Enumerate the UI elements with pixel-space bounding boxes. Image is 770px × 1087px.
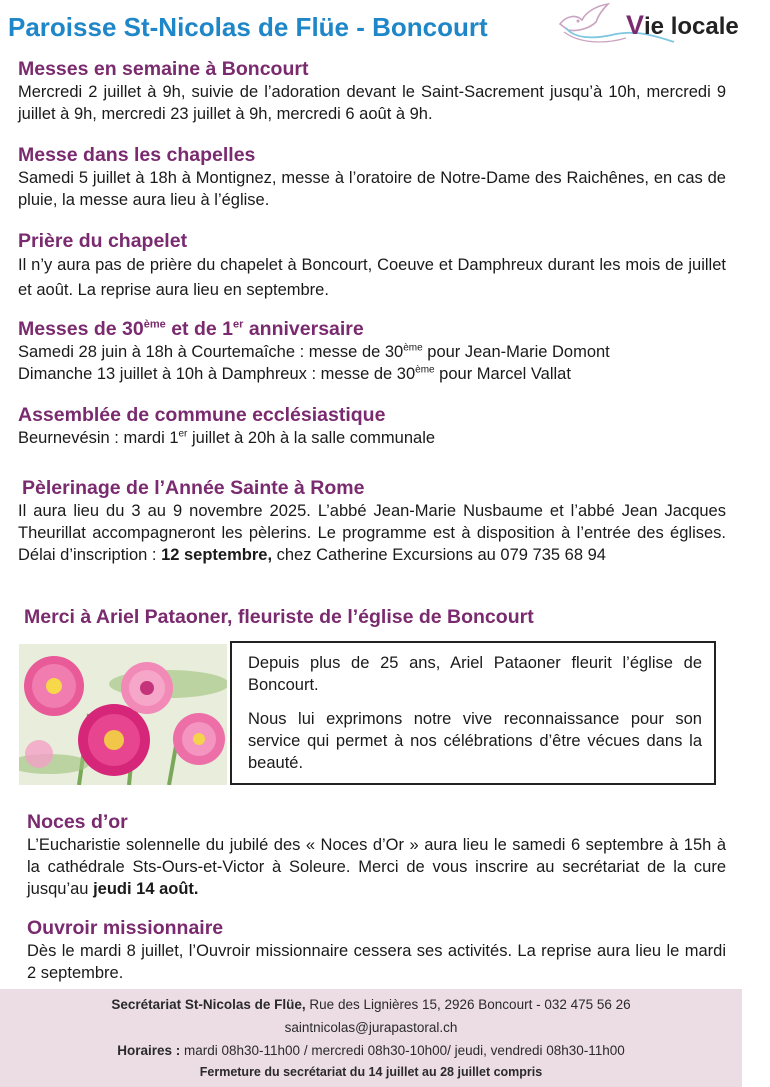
section-title: Messes en semaine à Boncourt: [18, 58, 309, 80]
section-body: Samedi 5 juillet à 18h à Montignez, messe à l’oratoire de Notre-Dame des Raichênes, en cas de pluie, la messe aura lieu à l’église.: [18, 169, 726, 209]
section-body: Mercredi 2 juillet à 9h, suivie de l’adoration devant le Saint-Sacrement jusqu’à 10h, mercredi 9 juillet à 9h, mercredi 23 juillet à 9h, mercredi 6 août à 9h.: [18, 83, 726, 123]
section-chapelet: [18, 229, 726, 303]
section-pelerinage-body: [18, 500, 726, 566]
section-title: Assemblée de commune ecclésiastique: [18, 404, 386, 426]
merci-paragraph: Nous lui exprimons notre vive reconnaissance pour son service qui permet à nos célébrations d’être vécues dans la beauté.: [248, 710, 702, 772]
section-title: Messes de 30ème et de 1er anniversaire: [18, 318, 364, 340]
section-body: Il aura lieu du 3 au 9 novembre 2025. L’abbé Jean-Marie Nusbaume et l’abbé Jean Jacques Theurillat accompagneront les pèlerins. Le programme est à disposition à l’entrée des églises. Délai d’inscription : 12 septembre, chez Catherine Excursions au 079 735 68 94: [18, 502, 726, 564]
section-body: Dès le mardi 8 juillet, l’Ouvroir missionnaire cessera ses activités. La reprise aura lieu le mardi 2 septembre.: [27, 942, 726, 982]
footer-horaires: Horaires : mardi 08h30-11h00 / mercredi 08h30-10h00/ jeudi, vendredi 08h30-11h00: [117, 1043, 625, 1058]
section-title: Prière du chapelet: [18, 230, 188, 252]
footer: [0, 989, 742, 1087]
footer-fermeture: Fermeture du secrétariat du 14 juillet au 28 juillet compris: [199, 1065, 543, 1079]
section-pelerinage: [22, 476, 726, 500]
footer-secretariat: Secrétariat St-Nicolas de Flüe, Rue des Lignières 15, 2926 Boncourt - 032 475 56 26: [111, 997, 631, 1012]
section-title: Pèlerinage de l’Année Sainte à Rome: [22, 477, 365, 499]
section-body: Beurnevésin : mardi 1er juillet à 20h à la salle communale: [18, 428, 436, 447]
section-body: L’Eucharistie solennelle du jubilé des « Noces d’Or » aura lieu le samedi 6 septembre à 15h à la cathédrale Sts-Ours-et-Victor à Soleure. Merci de vous inscrire au secrétariat de la cure jusqu’au jeudi 14 août.: [27, 836, 726, 898]
anniversaire-line: Dimanche 13 juillet à 10h à Damphreux : messe de 30ème pour Marcel Vallat: [18, 364, 571, 383]
section-assemblee: [18, 403, 726, 449]
merci-text-box: [230, 641, 716, 785]
section-ouvroir: [27, 916, 726, 984]
logo-text: Vie locale: [626, 10, 739, 40]
section-title: Merci à Ariel Pataoner, fleuriste de l’église de Boncourt: [24, 606, 534, 628]
pink-gerbera-flowers-image: [19, 644, 227, 785]
section-noces: [27, 810, 726, 900]
section-merci: [24, 605, 732, 629]
section-body: [18, 341, 726, 385]
section-title: Noces d’or: [27, 811, 128, 833]
page-title: Paroisse St-Nicolas de Flüe - Boncourt: [8, 12, 488, 42]
anniversaire-line: Samedi 28 juin à 18h à Courtemaîche : messe de 30ème pour Jean-Marie Domont: [18, 342, 610, 361]
section-messes-semaine: [18, 57, 726, 125]
footer-email: saintnicolas@jurapastoral.ch: [284, 1020, 458, 1035]
section-anniversaire: [18, 317, 726, 385]
section-title: Messe dans les chapelles: [18, 144, 256, 166]
section-chapelles: [18, 143, 726, 211]
merci-paragraph: Depuis plus de 25 ans, Ariel Pataoner fleurit l’église de Boncourt.: [248, 654, 702, 694]
section-title: Ouvroir missionnaire: [27, 917, 224, 939]
section-body: Il n’y aura pas de prière du chapelet à Boncourt, Coeuve et Damphreux durant les mois de juillet et août. La reprise aura lieu en septembre.: [18, 256, 726, 299]
